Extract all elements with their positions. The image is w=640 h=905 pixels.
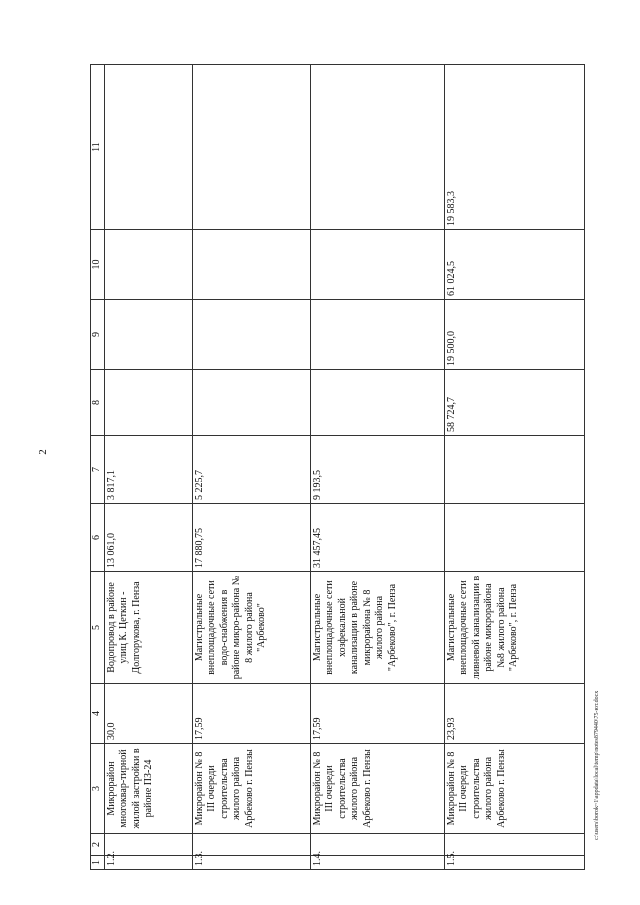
cell-col11: 19 583,3 [444,65,584,230]
cell-object: Магистральные внеплощадочные сети хозфекальной канализации в районе микрорайона № 8 жилого района "Арбеково", г. Пенза [310,572,444,684]
cell-col10 [310,230,444,300]
cell-col8 [192,370,310,436]
column-header: 6 [91,504,105,572]
cell-col7 [444,436,584,504]
table-row [310,65,444,870]
cell-district: Микрорайон № 8 III очереди строительства жилого района Арбеково г. Пензы [444,744,584,834]
column-header: 9 [91,300,105,370]
cell-area: 17,59 [192,684,310,744]
cell-col9 [310,300,444,370]
data-table [90,64,585,870]
cell-object: Водопровод в районе улиц К. Цеткин - Долгорукова, г. Пенза [104,572,192,684]
column-header: 4 [91,684,105,744]
column-header: 10 [91,230,105,300]
cell-col2 [444,834,584,856]
cell-col11 [310,65,444,230]
column-header: 7 [91,436,105,504]
table-row [444,65,584,870]
cell-col2 [310,834,444,856]
cell-col10 [192,230,310,300]
cell-col7: 5 225,7 [192,436,310,504]
cell-district: Микрорайон № 8 III очереди строительства жилого района Арбеково г. Пензы [192,744,310,834]
column-header: 8 [91,370,105,436]
cell-item-number: 1.3. [192,856,310,870]
cell-col10 [104,230,192,300]
cell-col6: 31 457,45 [310,504,444,572]
cell-col8 [310,370,444,436]
cell-col2 [192,834,310,856]
column-header: 11 [91,65,105,230]
table-row [104,65,192,870]
cell-col11 [192,65,310,230]
cell-item-number: 1.2. [104,856,192,870]
cell-area: 30,0 [104,684,192,744]
page-number: 2 [36,449,49,455]
cell-area: 23,93 [444,684,584,744]
cell-col6: 13 061,0 [104,504,192,572]
cell-col9: 19 500,0 [444,300,584,370]
column-header: 5 [91,572,105,684]
cell-col6: 17 880,75 [192,504,310,572]
rotated-table-wrapper [90,65,584,870]
cell-col8: 58 724,7 [444,370,584,436]
cell-object: Магистральные внеплощадочные сети водо-снабжения в районе микро-района № 8 жилого района "Арбеково" [192,572,310,684]
cell-col9 [192,300,310,370]
table-row [192,65,310,870]
cell-col11 [104,65,192,230]
cell-col8 [104,370,192,436]
table-header-row [91,65,105,870]
column-header: 3 [91,744,105,834]
cell-area: 17,59 [310,684,444,744]
cell-col7: 3 817,1 [104,436,192,504]
cell-district: Микрорайон многоквар-тирной жилой застройки в районе ПЗ-24 [104,744,192,834]
footer-file-path: c:\users\borok~1\appdata\local\temp\notes879440\75-ют.docx [594,690,600,840]
cell-item-number: 1.4. [310,856,444,870]
cell-col9 [104,300,192,370]
cell-object: Магистральные внеплощадочные сети ливневой канализации в районе микрорайона №8 жилого района "Арбеково", г. Пенза [444,572,584,684]
column-header: 2 [91,834,105,856]
cell-item-number: 1.5. [444,856,584,870]
column-header: 1 [91,856,105,870]
cell-district: Микрорайон № 8 III очереди строительства жилого района Арбеково г. Пензы [310,744,444,834]
cell-col7: 9 193,5 [310,436,444,504]
cell-col10: 61 024,5 [444,230,584,300]
cell-col6 [444,504,584,572]
